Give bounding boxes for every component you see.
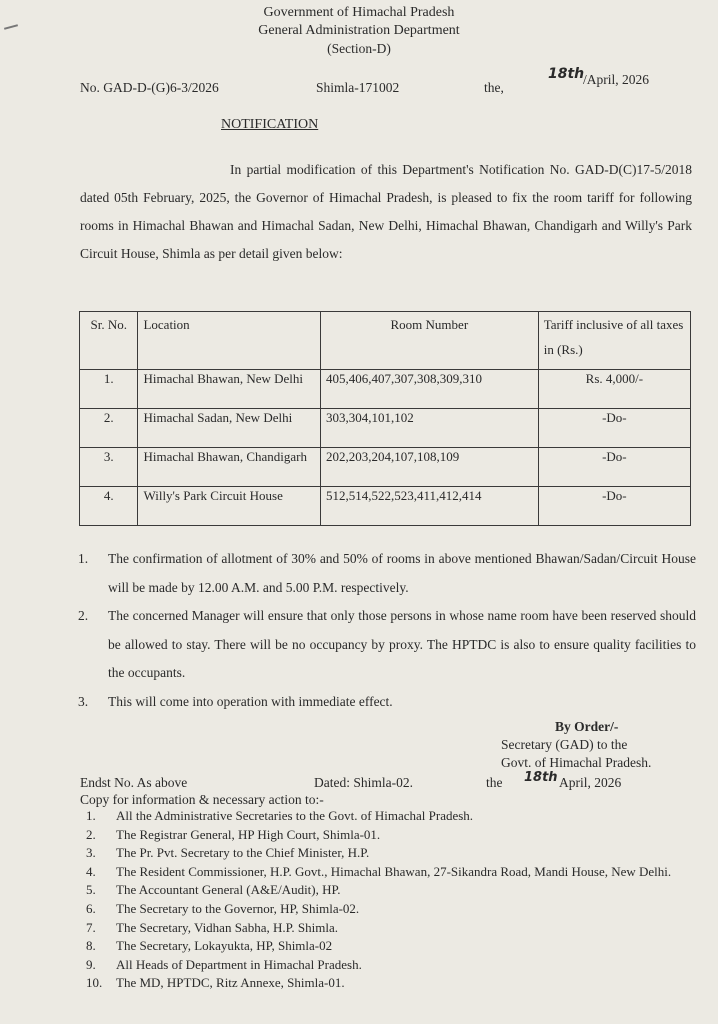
list-number: 5.: [86, 882, 96, 898]
signatory-govt: Govt. of Himachal Pradesh.: [501, 755, 652, 770]
list-text: The Secretary, Vidhan Sabha, H.P. Shimla.: [116, 919, 338, 935]
list-item: [86, 881, 686, 900]
cell-location: Himachal Bhawan, Chandigarh: [138, 448, 320, 487]
by-order: By Order/-: [555, 719, 619, 734]
cell-sr: 2.: [80, 409, 138, 448]
endst-date: April, 2026: [559, 775, 622, 790]
header-room-number: Room Number: [320, 312, 538, 370]
signatory-title: Secretary (GAD) to the: [501, 737, 628, 752]
cell-tariff: Rs. 4,000/-: [538, 370, 690, 409]
endst-handwritten-day: 18th: [524, 770, 558, 785]
table-header-row: [80, 312, 691, 370]
header-department: General Administration Department: [258, 23, 460, 38]
cell-rooms: 512,514,522,523,411,412,414: [320, 487, 538, 526]
table-row: [80, 370, 691, 409]
list-text: The Secretary, Lokayukta, HP, Shimla-02: [116, 938, 333, 954]
cell-location: Himachal Sadan, New Delhi: [138, 409, 320, 448]
list-item: [86, 807, 686, 826]
cell-sr: 3.: [80, 448, 138, 487]
list-item: [78, 545, 696, 602]
cell-location: Willy's Park Circuit House: [138, 487, 320, 526]
cell-rooms: 405,406,407,307,308,309,310: [320, 370, 538, 409]
list-text: This will come into operation with immediate effect.: [108, 693, 393, 709]
endst-dated: Dated: Shimla-02.: [314, 775, 413, 790]
endst-number: Endst No. As above: [80, 775, 188, 790]
list-text: The Accountant General (A&E/Audit), HP.: [116, 882, 341, 898]
list-number: 7.: [86, 919, 96, 935]
list-number: 8.: [86, 938, 96, 954]
list-number: 9.: [86, 956, 96, 972]
header-sr-no: Sr. No.: [80, 312, 138, 370]
list-item: [86, 844, 686, 863]
cell-rooms: 202,203,204,107,108,109: [320, 448, 538, 487]
list-text: The Resident Commissioner, H.P. Govt., Himachal Bhawan, 27-Sikandra Road, Mandi House, New Delhi.: [116, 863, 672, 879]
list-number: 4.: [86, 863, 96, 879]
header-location: Location: [138, 312, 320, 370]
notification-title: NOTIFICATION: [221, 117, 319, 132]
reference-number: No. GAD-D-(G)6-3/2026: [80, 80, 219, 95]
list-item: [86, 919, 686, 938]
copy-list: [86, 807, 686, 993]
cell-sr: 4.: [80, 487, 138, 526]
cell-tariff: -Do-: [538, 487, 690, 526]
cell-rooms: 303,304,101,102: [320, 409, 538, 448]
list-item: [86, 974, 686, 993]
header-government: Government of Himachal Pradesh: [263, 5, 455, 20]
table-row: [80, 487, 691, 526]
list-number: 6.: [86, 900, 96, 916]
list-number: 10.: [86, 975, 103, 991]
handwritten-date: 18th: [548, 66, 585, 82]
reference-place: Shimla-171002: [316, 80, 400, 95]
header-tariff: Tariff inclusive of all taxes in (Rs.): [538, 312, 690, 370]
list-number: 3.: [86, 845, 96, 861]
tariff-table: [79, 311, 691, 526]
list-item: [78, 602, 696, 688]
list-item: [78, 688, 696, 717]
list-text: The Secretary to the Governor, HP, Shimla-02.: [116, 900, 360, 916]
endst-the: the: [486, 775, 503, 790]
list-number: 1.: [78, 551, 89, 566]
cell-sr: 1.: [80, 370, 138, 409]
list-number: 2.: [86, 826, 96, 842]
reference-date: /April, 2026: [583, 72, 649, 87]
copy-intro: Copy for information & necessary action to:-: [80, 792, 324, 807]
list-text: All the Administrative Secretaries to the Govt. of Himachal Pradesh.: [116, 808, 474, 823]
list-item: [86, 826, 686, 845]
list-text: All Heads of Department in Himachal Pradesh.: [116, 956, 362, 972]
list-text: The Pr. Pvt. Secretary to the Chief Minister, H.P.: [116, 845, 370, 861]
header-section: (Section-D): [327, 41, 391, 56]
conditions-list: [78, 545, 696, 716]
list-item: [86, 900, 686, 919]
table-row: [80, 409, 691, 448]
list-item: [86, 863, 686, 882]
list-number: 2.: [78, 608, 89, 623]
list-text: The concerned Manager will ensure that only those persons in whose name room have been reserved should be allowed to stay. There will be no occupancy by proxy. The HPTDC is also to ensure quality facilities to the occupants.: [108, 608, 696, 680]
table-row: [80, 448, 691, 487]
list-number: 1.: [86, 808, 96, 823]
reference-the: the,: [484, 80, 504, 95]
list-text: The confirmation of allotment of 30% and 50% of rooms in above mentioned Bhawan/Sadan/Circuit House will be made by 12.00 A.M. and 5.00 P.M. respectively.: [108, 551, 696, 595]
list-item: [86, 956, 686, 975]
cell-location: Himachal Bhawan, New Delhi: [138, 370, 320, 409]
cell-tariff: -Do-: [538, 409, 690, 448]
list-text: The MD, HPTDC, Ritz Annexe, Shimla-01.: [116, 975, 345, 991]
cell-tariff: -Do-: [538, 448, 690, 487]
list-item: [86, 937, 686, 956]
list-text: The Registrar General, HP High Court, Shimla-01.: [116, 826, 381, 842]
list-number: 3.: [78, 693, 89, 709]
intro-paragraph: In partial modification of this Department's Notification No. GAD-D(C)17-5/2018 dated 05th February, 2025, the Governor of Himachal Pradesh, is pleased to fix the room tariff for following rooms in Himachal Bhawan and Himachal Sadan, New Delhi, Himachal Bhawan, Chandigarh and Willy's Park Circuit House, Shimla as per detail given below:: [80, 162, 692, 261]
